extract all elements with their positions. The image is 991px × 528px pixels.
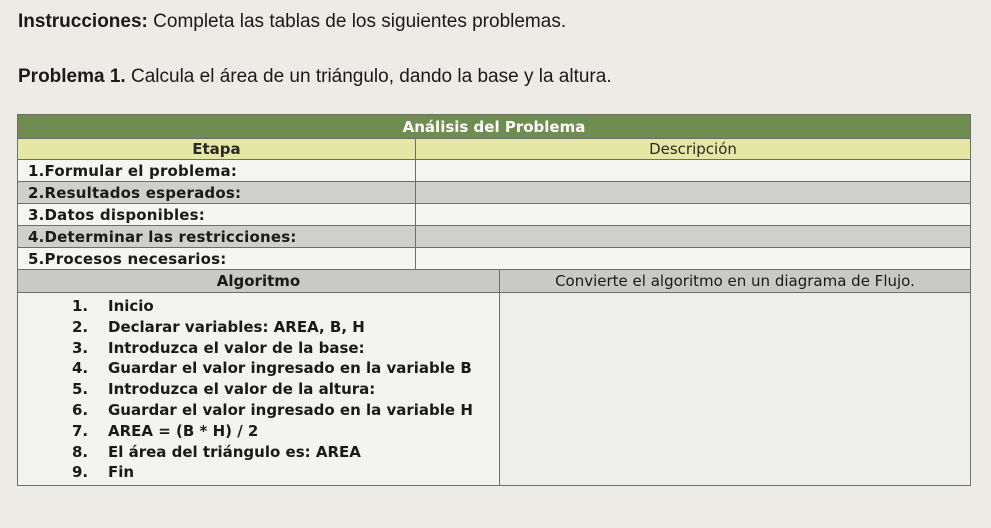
problem-text: Calcula el área de un triángulo, dando la base y la altura. <box>125 66 612 87</box>
step-number: 3. <box>72 338 89 357</box>
list-item <box>62 421 495 442</box>
step-number: 4. <box>72 359 89 378</box>
flowchart-area[interactable] <box>499 293 970 486</box>
table-row <box>18 160 971 182</box>
table-title: Análisis del Problema <box>18 115 971 139</box>
stage-description-cell[interactable] <box>415 248 970 270</box>
instructions-label: Instrucciones: <box>18 11 148 32</box>
table-row <box>18 204 971 226</box>
step-text: Declarar variables: AREA, B, H <box>108 317 365 336</box>
stage-description-cell[interactable] <box>415 182 970 204</box>
algorithm-steps <box>22 296 495 483</box>
step-number: 1. <box>72 297 89 315</box>
stage-label: 2.Resultados esperados: <box>18 182 416 204</box>
stage-description-cell[interactable] <box>415 226 970 248</box>
step-text: Inicio <box>108 297 154 315</box>
step-text: Guardar el valor ingresado en la variable H <box>108 400 473 419</box>
step-number: 9. <box>72 463 89 482</box>
problem-statement <box>18 66 612 88</box>
list-item <box>62 379 495 400</box>
column-header-description: Descripción <box>415 139 970 160</box>
list-item <box>62 462 495 483</box>
list-item <box>62 442 495 463</box>
step-text: Introduzca el valor de la altura: <box>108 380 376 399</box>
step-text: Guardar el valor ingresado en la variable B <box>108 359 472 378</box>
instructions-line <box>18 11 566 33</box>
table-row <box>18 182 971 204</box>
step-number: 5. <box>72 380 89 399</box>
list-item <box>62 338 495 359</box>
column-header-row <box>18 139 971 160</box>
stage-label: 4.Determinar las restricciones: <box>18 226 416 248</box>
step-text: El área del triángulo es: AREA <box>108 442 361 461</box>
algorithm-header: Algoritmo <box>18 270 500 293</box>
table-title-row <box>18 115 971 139</box>
step-number: 8. <box>72 442 89 461</box>
algorithm-steps-cell <box>18 293 500 486</box>
list-item <box>62 317 495 338</box>
algorithm-row <box>18 293 971 486</box>
step-number: 6. <box>72 400 89 419</box>
column-header-stage: Etapa <box>18 139 416 160</box>
table-row <box>18 226 971 248</box>
step-number: 7. <box>72 421 89 440</box>
instructions-text: Completa las tablas de los siguientes problemas. <box>147 11 567 32</box>
list-item <box>62 296 495 317</box>
step-number: 2. <box>72 317 89 336</box>
step-text: Introduzca el valor de la base: <box>108 338 365 357</box>
flowchart-header: Convierte el algoritmo en un diagrama de Flujo. <box>499 270 970 293</box>
step-text: Fin <box>108 463 135 482</box>
stage-description-cell[interactable] <box>415 204 970 226</box>
table-row <box>18 248 971 270</box>
stage-label: 5.Procesos necesarios: <box>18 248 416 270</box>
stage-description-cell[interactable] <box>415 160 970 182</box>
analysis-table <box>17 114 971 486</box>
list-item <box>62 358 495 379</box>
list-item <box>62 400 495 421</box>
stage-label: 1.Formular el problema: <box>18 160 416 182</box>
problem-label: Problema 1. <box>18 66 126 87</box>
step-text: AREA = (B * H) / 2 <box>108 421 259 440</box>
algorithm-header-row <box>18 270 971 293</box>
stage-label: 3.Datos disponibles: <box>18 204 416 226</box>
